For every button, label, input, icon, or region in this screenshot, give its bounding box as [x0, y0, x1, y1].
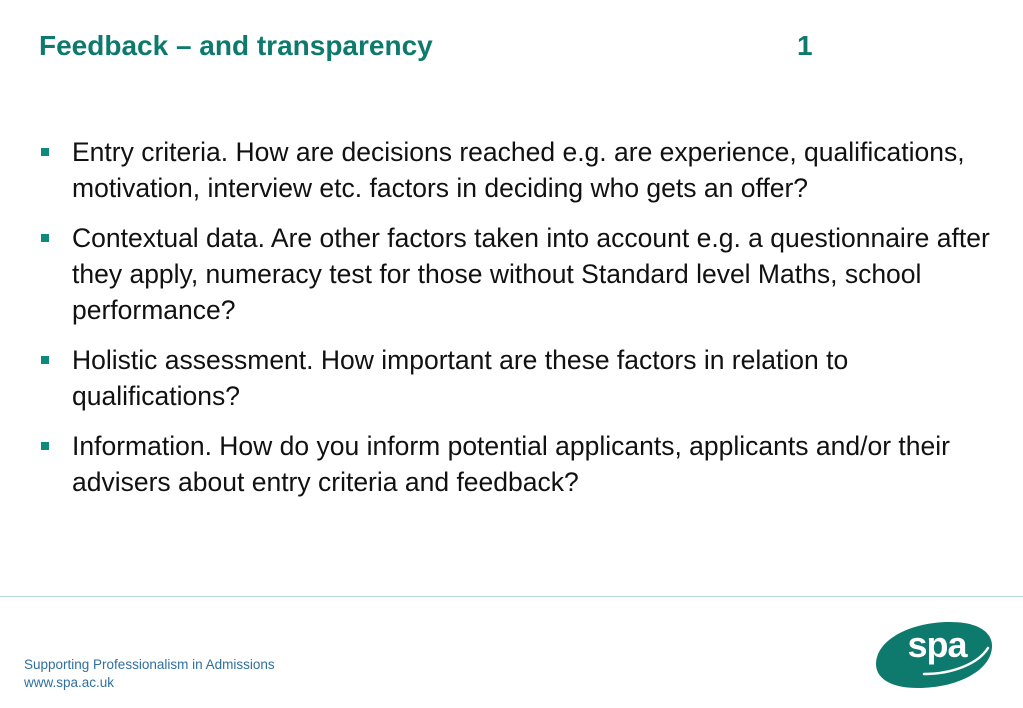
footer-text [24, 656, 275, 692]
square-bullet-icon [41, 148, 49, 156]
bullet-list [40, 134, 990, 514]
square-bullet-icon [41, 356, 49, 364]
slide-title: Feedback – and transparency [39, 30, 433, 61]
slide-number: 1 [797, 30, 813, 61]
bullet-text: Contextual data. Are other factors taken into account e.g. a questionnaire after they apply, numeracy test for those without Standard level Maths, school performance? [72, 223, 990, 325]
bullet-item-information [40, 428, 990, 500]
bullet-item-holistic-assessment [40, 342, 990, 414]
footer-divider [0, 596, 1023, 597]
bullet-item-entry-criteria [40, 134, 990, 206]
bullet-item-contextual-data [40, 220, 990, 328]
slide-header [39, 30, 819, 74]
footer-tagline: Supporting Professionalism in Admissions [24, 657, 275, 672]
footer-url-link[interactable]: www.spa.ac.uk [24, 675, 115, 690]
bullet-text: Entry criteria. How are decisions reached e.g. are experience, qualifications, motivation, interview etc. factors in deciding who gets an offer? [72, 137, 965, 203]
square-bullet-icon [41, 234, 49, 242]
bullet-text: Holistic assessment. How important are these factors in relation to qualifications? [72, 345, 849, 411]
spa-logo [866, 616, 994, 690]
square-bullet-icon [41, 442, 49, 450]
bullet-text: Information. How do you inform potential applicants, applicants and/or their advisers about entry criteria and feedback? [72, 431, 950, 497]
logo-wordmark: spa [907, 624, 967, 665]
